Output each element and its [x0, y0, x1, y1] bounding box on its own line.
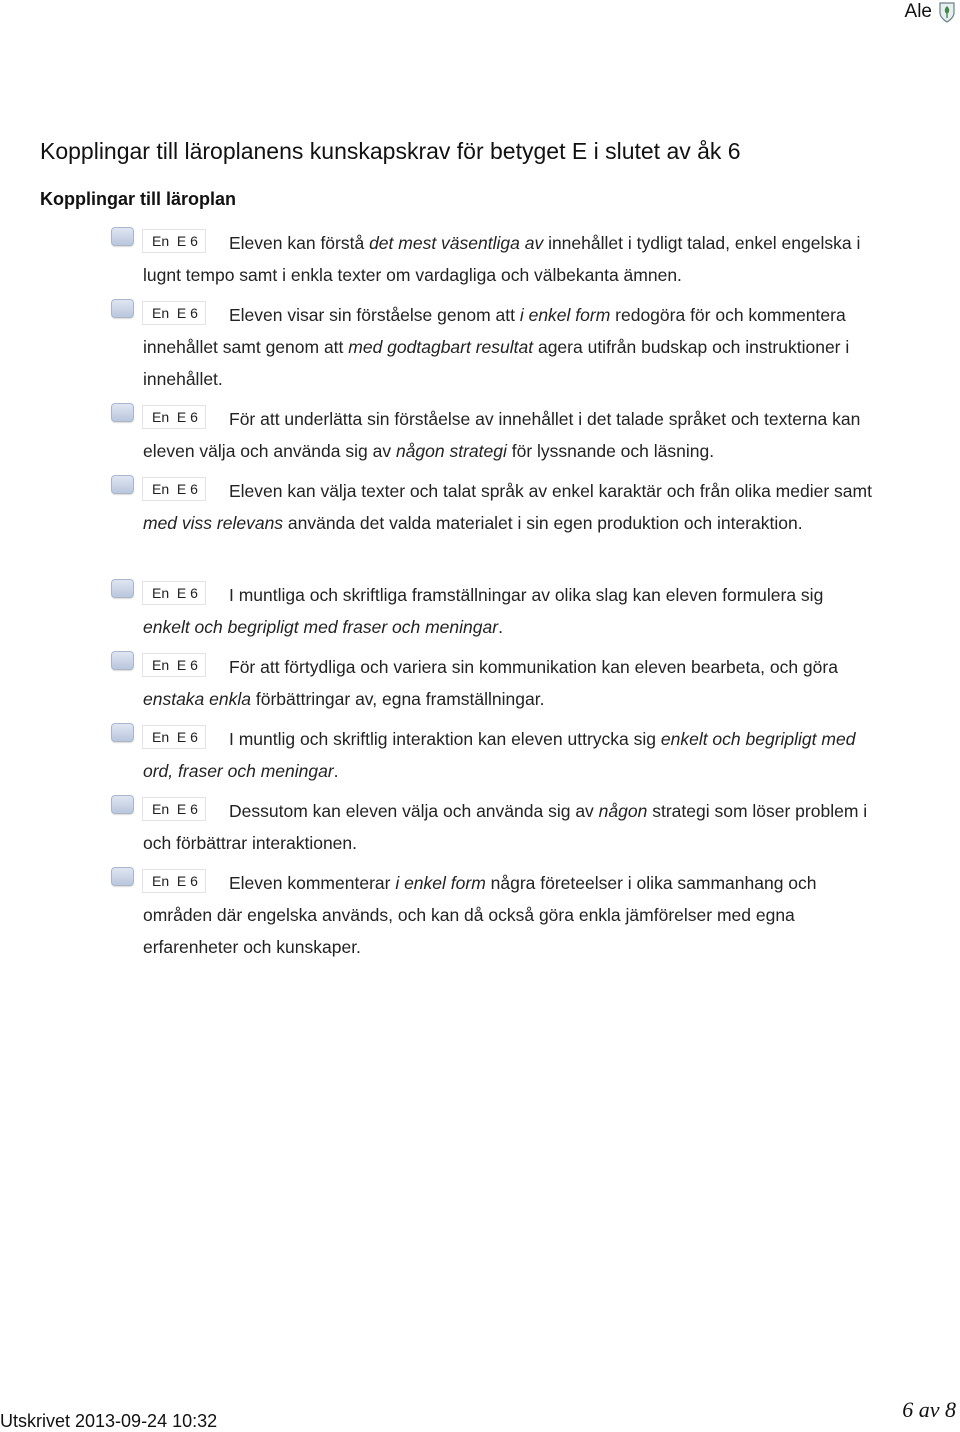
text-segment: .: [498, 617, 503, 637]
text-segment: för lyssnande och läsning.: [506, 441, 715, 461]
checkbox-icon[interactable]: [111, 299, 134, 318]
emphasized-text: enkelt och begripligt med fraser och meningar: [143, 617, 499, 637]
text-segment: .: [333, 761, 339, 781]
checkbox-icon[interactable]: [111, 795, 134, 814]
checkbox-icon[interactable]: [111, 227, 134, 246]
checkbox-icon[interactable]: [111, 723, 134, 742]
requirement-tag: En E 6: [142, 405, 206, 429]
requirement-tag: En E 6: [142, 301, 206, 325]
text-segment: använda det valda materialet i sin egen produktion och interaktion.: [283, 513, 803, 533]
text-segment: I muntlig och skriftlig interaktion kan eleven uttrycka sig: [229, 729, 661, 749]
section-title: Kopplingar till läroplan: [40, 189, 237, 209]
requirement-text: [143, 403, 873, 467]
text-segment: förbättringar av, egna framställningar.: [251, 689, 545, 709]
requirement-tag: En E 6: [142, 653, 206, 677]
text-segment: innehållet i tydligt talad, enkel engelska i lugnt tempo samt i enkla texter om vardagliga och välbekanta ämnen.: [143, 233, 861, 285]
requirement-text: [143, 651, 873, 715]
text-segment: För att förtydliga och variera sin kommunikation kan eleven bearbeta, och göra: [229, 657, 838, 677]
requirement-text: [143, 475, 873, 539]
requirement-text: [143, 867, 873, 963]
requirement-tag: En E 6: [142, 581, 206, 605]
municipality-logo-icon: [938, 1, 956, 23]
municipality-name: Ale: [904, 1, 932, 22]
text-segment: Dessutom kan eleven välja och använda sig av: [229, 801, 599, 821]
emphasized-text: någon strategi: [395, 441, 507, 461]
checkbox-icon[interactable]: [111, 867, 134, 886]
print-timestamp: Utskrivet 2013-09-24 10:32: [0, 1411, 218, 1431]
page-title: Kopplingar till läroplanens kunskapskrav för betyget E i slutet av åk 6: [40, 138, 741, 164]
emphasized-text: med viss relevans: [143, 513, 284, 533]
checkbox-icon[interactable]: [111, 651, 134, 670]
text-segment: några företeelser i olika sammanhang och områden där engelska används, och kan då också göra enkla jämförelser med egna erfarenheter och kunskaper.: [143, 873, 817, 957]
text-segment: I muntliga och skriftliga framställningar av olika slag kan eleven formulera sig: [229, 585, 824, 605]
requirement-text: [143, 723, 873, 787]
text-segment: För att underlätta sin förståelse av innehållet i det talade språket och texterna kan eleven välja och använda sig av: [143, 409, 861, 461]
checkbox-icon[interactable]: [111, 403, 134, 422]
requirement-tag: En E 6: [142, 797, 206, 821]
text-segment: Eleven kan välja texter och talat språk av enkel karaktär och från olika medier samt: [229, 481, 872, 501]
requirement-text: [143, 227, 873, 291]
checkbox-icon[interactable]: [111, 475, 134, 494]
text-segment: agera utifrån budskap och instruktioner i innehållet.: [143, 337, 850, 389]
text-segment: Eleven kan förstå: [229, 233, 370, 253]
text-segment: strategi som löser problem i och förbättrar interaktionen.: [143, 801, 868, 853]
text-segment: redogöra för och kommentera innehållet samt genom att: [143, 305, 846, 357]
requirement-tag: En E 6: [142, 869, 206, 893]
text-segment: Eleven visar sin förståelse genom att: [229, 305, 520, 325]
text-segment: Eleven kommenterar: [229, 873, 396, 893]
requirement-text: [143, 795, 873, 859]
requirement-tag: En E 6: [142, 477, 206, 501]
emphasized-text: enkelt och begripligt med ord, fraser och meningar: [143, 729, 856, 781]
checkbox-icon[interactable]: [111, 579, 134, 598]
requirement-text: [143, 299, 873, 395]
emphasized-text: i enkel form: [519, 305, 611, 325]
emphasized-text: någon: [598, 801, 648, 821]
page-number: 6 av 8: [902, 1397, 956, 1422]
emphasized-text: i enkel form: [395, 873, 486, 893]
requirement-tag: En E 6: [142, 725, 206, 749]
header-branding: [905, 0, 956, 24]
requirement-tag: En E 6: [142, 229, 206, 253]
emphasized-text: det mest väsentliga av: [369, 233, 544, 253]
emphasized-text: enstaka enkla: [143, 689, 251, 709]
emphasized-text: med godtagbart resultat: [348, 337, 534, 357]
requirement-text: [143, 579, 873, 643]
